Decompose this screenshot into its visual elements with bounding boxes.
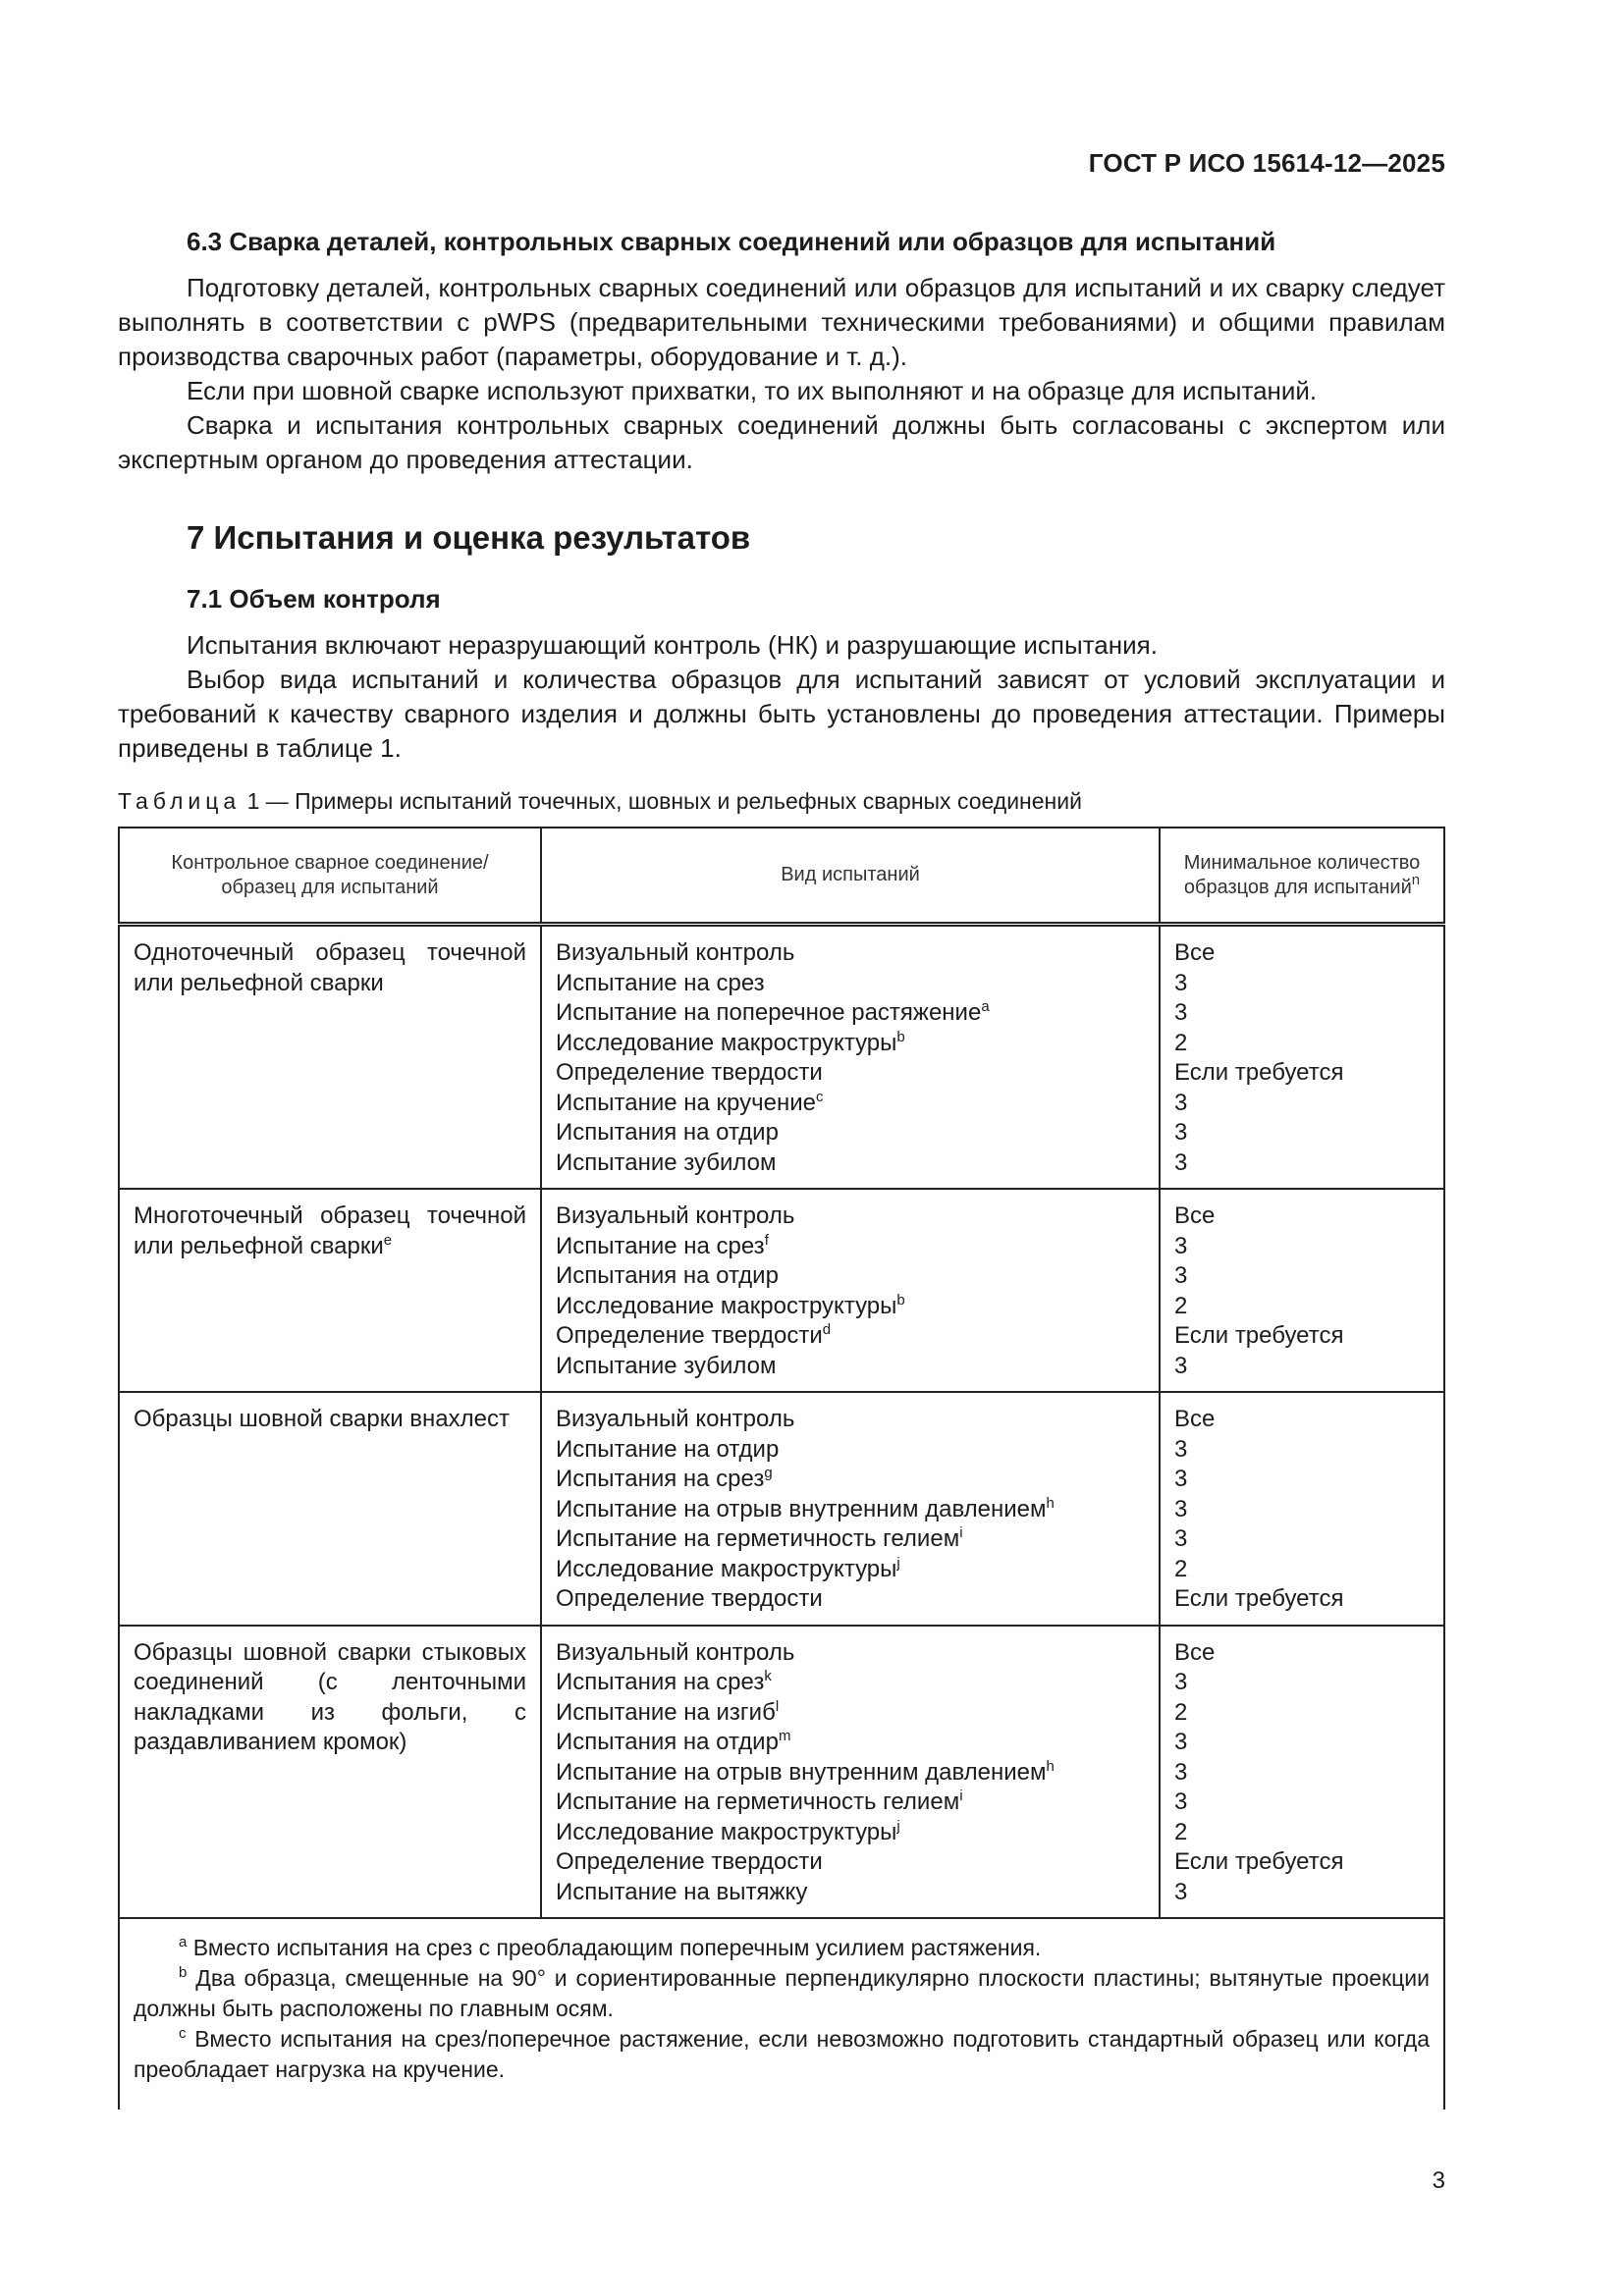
section-7-1-heading: 7.1 Объем контроля (187, 584, 441, 614)
test-type-label: Визуальный контроль (556, 939, 795, 966)
test-type (556, 1435, 1145, 1466)
table-body (119, 925, 1444, 1919)
paragraph: Выбор вида испытаний и количества образцов для испытаний зависят от условий эксплуатации и требований к качеству сварного изделия и должны быть установлены до проведения аттестации. Примеры приведены в таблице 1. (118, 665, 1445, 763)
test-types-cell (541, 1392, 1160, 1626)
test-type (556, 1292, 1145, 1322)
footnote-mark: g (764, 1465, 773, 1481)
header-min-count (1160, 828, 1444, 925)
test-types-cell (541, 925, 1160, 1190)
test-type (556, 1261, 1145, 1292)
test-type-label: Испытание на отрыв внутренним давлением (556, 1495, 1047, 1522)
test-type (556, 1089, 1145, 1119)
table-caption (118, 787, 1445, 815)
min-count: 3 (1174, 1435, 1188, 1463)
footnote-mark: e (383, 1231, 393, 1249)
tests-table (118, 827, 1445, 1919)
test-type (556, 1878, 1145, 1908)
min-count: 2 (1174, 1698, 1188, 1726)
footnote-mark: j (896, 1554, 900, 1572)
table-footnotes (118, 1919, 1445, 2109)
footnote-mark: d (822, 1321, 832, 1338)
test-type (556, 1148, 1145, 1179)
test-type (556, 1201, 1145, 1232)
min-count: Все (1174, 1202, 1216, 1229)
table-caption-text: 1 — Примеры испытаний точечных, шовных и рельефных сварных соединений (241, 788, 1082, 814)
footnote (134, 1963, 1430, 2024)
test-type (556, 1698, 1145, 1729)
min-count: 2 (1174, 1292, 1188, 1319)
page-number: 3 (1432, 2167, 1445, 2194)
min-count-cell (1160, 1626, 1444, 1919)
min-count: 3 (1174, 1789, 1188, 1815)
footnote-mark: b (896, 1291, 905, 1308)
test-type-label: Испытание на поперечное растяжение (556, 999, 982, 1026)
footnote-text: Вместо испытания на срез с преобладающим поперечным усилием растяжения. (187, 1935, 1042, 1960)
min-count: 2 (1174, 1555, 1188, 1582)
test-type (556, 1352, 1145, 1382)
test-type-label: Исследование макроструктуры (556, 1029, 897, 1056)
test-type (556, 1524, 1145, 1555)
table-header-row (119, 828, 1444, 925)
footnote-mark: h (1046, 1757, 1055, 1775)
test-type-label: Испытание на герметичность гелием (556, 1525, 960, 1552)
test-type-label: Испытания на отдир (556, 1262, 779, 1289)
table-row (119, 925, 1444, 1190)
test-type (556, 998, 1145, 1029)
test-type-label: Испытание зубилом (556, 1148, 777, 1176)
test-type-label: Испытания на срез (556, 1466, 765, 1492)
test-type (556, 938, 1145, 969)
document-code: ГОСТ Р ИСО 15614-12—2025 (1088, 148, 1445, 178)
paragraph: Если при шовной сварке используют прихватки, то их выполняют и на образце для испытаний. (187, 376, 1318, 405)
test-type-label: Испытание на вытяжку (556, 1878, 808, 1905)
test-type (556, 1495, 1145, 1525)
footnote-text: Вместо испытания на срез/поперечное растяжение, если невозможно подготовить стандартный образец или когда преобладает нагрузка на кручение. (134, 2026, 1430, 2082)
test-type (556, 1668, 1145, 1698)
min-count: 2 (1174, 1029, 1188, 1056)
section-7-heading: 7 Испытания и оценка результатов (187, 519, 751, 556)
footnote-mark: h (1046, 1494, 1055, 1512)
test-type-label: Определение твердости (556, 1848, 823, 1875)
test-type (556, 1788, 1145, 1818)
test-types-cell (541, 1189, 1160, 1392)
test-type (556, 1584, 1145, 1615)
test-type-label: Испытание на герметичность гелием (556, 1789, 960, 1815)
test-type-label: Испытание на срез (556, 969, 765, 996)
min-count: 3 (1174, 1119, 1188, 1146)
footnote-mark: a (981, 998, 990, 1015)
test-type (556, 1118, 1145, 1148)
test-type-label: Испытание на срез (556, 1232, 765, 1259)
table-row (119, 1189, 1444, 1392)
test-type (556, 1758, 1145, 1789)
footnote-mark: b (179, 1964, 188, 1981)
sample-cell (119, 925, 541, 1190)
footnote-mark: j (896, 1817, 900, 1835)
header-test-type: Вид испытаний (541, 828, 1160, 925)
test-type-label: Испытание на отрыв внутренним давлением (556, 1758, 1047, 1786)
test-type-label: Определение твердости (556, 1059, 823, 1086)
test-type-label: Испытание зубилом (556, 1352, 777, 1379)
table-row (119, 1626, 1444, 1919)
min-count: 3 (1174, 1352, 1188, 1379)
test-type (556, 1321, 1145, 1352)
test-type-label: Определение твердости (556, 1322, 823, 1349)
test-type (556, 1058, 1145, 1089)
test-type (556, 1555, 1145, 1585)
min-count: 3 (1174, 1089, 1188, 1116)
page-content (118, 226, 1445, 2109)
footnote (134, 1933, 1430, 1963)
sample-cell (119, 1392, 541, 1626)
min-count-cell (1160, 925, 1444, 1190)
footnote-mark: c (179, 2025, 187, 2042)
min-count: Если требуется (1174, 1848, 1344, 1875)
test-types-cell (541, 1626, 1160, 1919)
test-type-label: Испытания на отдир (556, 1119, 779, 1146)
footnote-mark: i (959, 1788, 963, 1804)
min-count: 3 (1174, 1232, 1188, 1259)
footnote-mark: n (1411, 871, 1421, 888)
test-type (556, 1638, 1145, 1669)
min-count: 3 (1174, 999, 1188, 1026)
test-type-label: Испытание на отдир (556, 1435, 780, 1463)
test-type (556, 1847, 1145, 1878)
sample-name: Образцы шовной сварки стыковых соединений (с ленточными накладками из фольги, с раздавливанием кромок) (134, 1638, 526, 1755)
test-type-label: Визуальный контроль (556, 1202, 795, 1229)
test-type-label: Испытания на срез (556, 1669, 765, 1695)
min-count: 3 (1174, 1525, 1188, 1552)
test-type-label: Исследование макроструктуры (556, 1292, 897, 1319)
footnote-mark: b (896, 1028, 905, 1045)
test-type (556, 1728, 1145, 1758)
test-type-label: Испытание на изгиб (556, 1698, 776, 1726)
sample-name: Одноточечный образец точечной или рельефной сварки (134, 939, 526, 996)
sample-name: Образцы шовной сварки внахлест (134, 1406, 510, 1432)
footnote (134, 2024, 1430, 2085)
footnote-mark: m (778, 1728, 791, 1744)
paragraph: Испытания включают неразрушающий контроль (НК) и разрушающие испытания. (187, 630, 1158, 660)
footnote-mark: c (815, 1088, 824, 1105)
test-type (556, 1232, 1145, 1262)
footnote-mark: i (959, 1524, 963, 1541)
header-sample: Контрольное сварное соединение/ образец для испытаний (119, 828, 541, 925)
test-type (556, 1818, 1145, 1848)
test-type-label: Исследование макроструктуры (556, 1555, 897, 1582)
footnote-mark: f (764, 1231, 769, 1249)
footnote-text: Два образца, смещенные на 90° и сориентированные перпендикулярно плоскости пластины; вытянутые проекции должны быть расположены по главным осям. (134, 1965, 1430, 2021)
min-count: 3 (1174, 1148, 1188, 1176)
min-count: Если требуется (1174, 1322, 1344, 1349)
test-type-label: Визуальный контроль (556, 1638, 795, 1666)
min-count: 3 (1174, 1669, 1188, 1695)
test-type (556, 969, 1145, 999)
footnote-mark: a (179, 1934, 188, 1950)
min-count-cell (1160, 1392, 1444, 1626)
min-count: 3 (1174, 1466, 1188, 1492)
section-6-3-heading: 6.3 Сварка деталей, контрольных сварных соединений или образцов для испытаний (187, 227, 1276, 256)
table-caption-label: Таблица (118, 788, 242, 814)
test-type (556, 1465, 1145, 1495)
footnote-mark: l (775, 1697, 780, 1715)
sample-name: Многоточечный образец точечной или рельефной сварки (134, 1202, 526, 1259)
min-count: Если требуется (1174, 1585, 1344, 1612)
test-type (556, 1405, 1145, 1435)
min-count: 3 (1174, 1262, 1188, 1289)
header-min-count-label: Минимальное количество образцов для испытаний (1183, 851, 1421, 898)
paragraph: Сварка и испытания контрольных сварных соединений должны быть согласованы с экспертом или экспертным органом до проведения аттестации. (118, 410, 1445, 474)
min-count: 2 (1174, 1818, 1188, 1845)
test-type-label: Визуальный контроль (556, 1406, 795, 1432)
min-count: Все (1174, 1638, 1216, 1666)
min-count-cell (1160, 1189, 1444, 1392)
test-type-label: Испытания на отдир (556, 1729, 779, 1755)
min-count: 3 (1174, 1878, 1188, 1905)
min-count: Если требуется (1174, 1059, 1344, 1086)
min-count: 3 (1174, 969, 1188, 996)
min-count: 3 (1174, 1758, 1188, 1786)
test-type-label: Испытание на кручение (556, 1089, 816, 1116)
min-count: 3 (1174, 1729, 1188, 1755)
sample-cell (119, 1626, 541, 1919)
footnote-mark: k (764, 1668, 772, 1684)
paragraph: Подготовку деталей, контрольных сварных соединений или образцов для испытаний и их сварку следует выполнять в соответствии с pWPS (предварительными техническими требованиями) и общими правилам производства сварочных работ (параметры, оборудование и т. д.). (118, 273, 1445, 371)
sample-cell (119, 1189, 541, 1392)
min-count: Все (1174, 1406, 1216, 1432)
test-type-label: Определение твердости (556, 1585, 823, 1612)
test-type (556, 1029, 1145, 1059)
min-count: Все (1174, 939, 1216, 966)
table-row (119, 1392, 1444, 1626)
test-type-label: Исследование макроструктуры (556, 1818, 897, 1845)
min-count: 3 (1174, 1495, 1188, 1522)
